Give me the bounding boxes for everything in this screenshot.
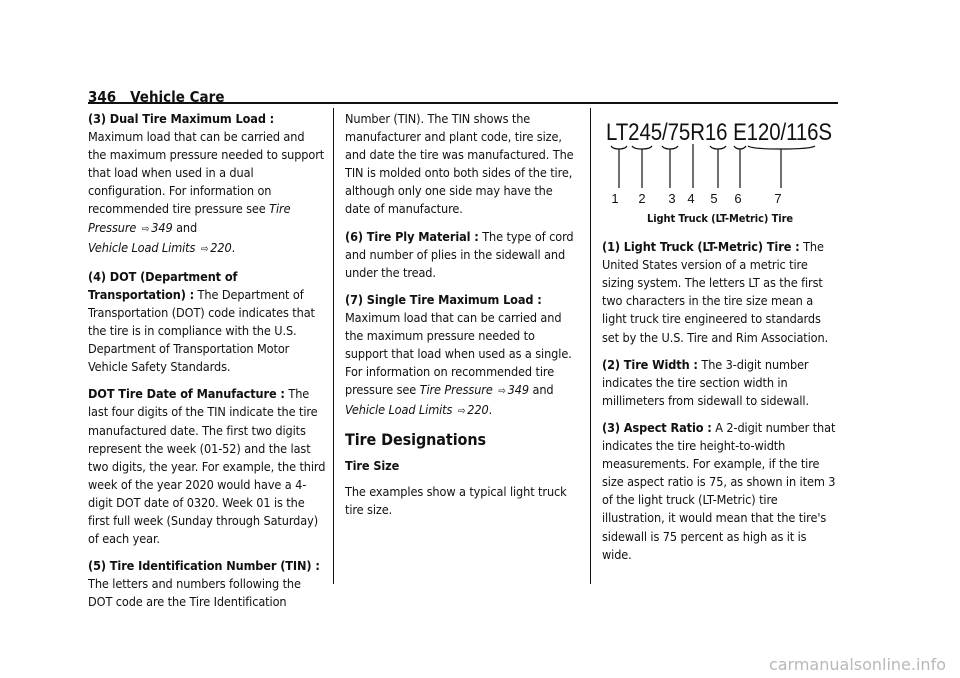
header-rule: [88, 102, 838, 104]
brace-2: [632, 146, 652, 149]
term: (7) Single Tire Maximum Load :: [345, 291, 542, 307]
page-number: 346: [88, 88, 117, 106]
page-ref-icon: ⇨: [457, 406, 466, 418]
link-tire-pressure[interactable]: Tire Pressure: [88, 201, 291, 235]
column-divider: [590, 108, 591, 584]
callout-1: 1: [611, 191, 619, 206]
term: (1) Light Truck (LT-Metric) Tire :: [602, 239, 800, 255]
term: DOT Tire Date of Manufacture :: [88, 386, 285, 402]
callout-3: 3: [668, 191, 676, 206]
callout-5: 5: [710, 191, 718, 206]
paragraph-tin-cont: Number (TIN). The TIN shows the manufacturer and plant code, tire size, and date the tire was manufactured. The TIN is molded onto both sides of the tire, although only one side may have the date of manufacture.: [345, 111, 574, 217]
section-heading: Tire Designations: [345, 429, 486, 449]
page-ref-icon: ⇨: [141, 223, 150, 235]
term: (6) Tire Ply Material :: [345, 228, 479, 244]
watermark: carmanualsonline.info: [768, 655, 946, 674]
column-3: [602, 110, 838, 573]
term: (4) DOT (Department of Transportation) :: [88, 268, 238, 302]
link-vehicle-load-limits[interactable]: Vehicle Load Limits: [345, 402, 453, 418]
term: (3) Dual Tire Maximum Load :: [88, 111, 275, 126]
brace-7: [748, 146, 815, 149]
bracket-lines: [611, 144, 815, 188]
term: (5) Tire Identification Number (TIN) :: [88, 558, 320, 574]
link-tire-pressure[interactable]: Tire Pressure: [419, 382, 493, 398]
paragraph-tin: (5) Tire Identification Number (TIN) : The letters and numbers following the DOT code are the Tire Identification: [88, 558, 320, 610]
figure-caption: Light Truck (LT-Metric) Tire: [647, 212, 793, 225]
link-vehicle-load-limits[interactable]: Vehicle Load Limits: [88, 239, 196, 255]
column-1: [88, 110, 326, 620]
term: (3) Aspect Ratio :: [602, 419, 712, 435]
page-ref[interactable]: 220: [467, 402, 489, 418]
callout-6: 6: [734, 191, 742, 206]
page-ref-icon: ⇨: [200, 243, 209, 255]
paragraph-single-tire-load: (7) Single Tire Maximum Load : Maximum load that can be carried and the maximum pressure needed to support that load when used as a single. For information on recommended tire pressure see Tire Pressure ⇨ 349 and Vehicle Load Limits ⇨ 220.: [345, 291, 572, 418]
column-2: [345, 110, 577, 528]
paragraph-dot: (4) DOT (Department of Transportation) : The Department of Transportation (DOT) code indicates that the tire is in compliance with the U.S. Department of Transportation Motor Vehicle Safety Standards.: [88, 268, 315, 375]
paragraph-aspect-ratio: (3) Aspect Ratio : A 2-digit number that indicates the tire height-to-width measurements. For example, if the tire size aspect ratio is 75, as shown in item 3 of the light truck (LT-Metric) tire illustration, it would mean that the tire's sidewall is 75 percent as high as it is wide.: [602, 419, 836, 562]
paragraph-tire-width: (2) Tire Width : The 3-digit number indicates the tire section width in millimeters from sidewall to sidewall.: [602, 356, 809, 408]
paragraph-dot-date: DOT Tire Date of Manufacture : The last four digits of the TIN indicate the tire manufactured date. The first two digits represent the week (01-52) and the last two digits, the year. For example, the third week of the year 2020 would have a 4-digit DOT date of 0320. Week 01 is the first full week (Sunday through Saturday) of each year.: [88, 386, 326, 547]
page-ref[interactable]: 349: [507, 382, 529, 398]
brace-3: [662, 146, 678, 149]
tire-size-code: LT245/75R16 E120/116S: [606, 119, 832, 146]
page-ref[interactable]: 349: [151, 219, 173, 235]
paragraph-lt-metric: (1) Light Truck (LT-Metric) Tire : The United States version of a metric tire sizing system. The letters LT as the first two characters in the tire size mean a light truck tire engineered to standards set by the U.S. Tire and Rim Association.: [602, 239, 829, 345]
subheading: Tire Size: [345, 457, 400, 473]
paragraph-ply-material: (6) Tire Ply Material : The type of cord and number of plies in the sidewall and under the tread.: [345, 228, 574, 280]
callout-2: 2: [638, 191, 646, 206]
column-divider: [333, 108, 334, 584]
tire-size-figure: [602, 110, 838, 206]
page-ref[interactable]: 220: [210, 239, 232, 255]
brace-5: [710, 146, 726, 149]
brace-1: [611, 146, 627, 149]
callout-4: 4: [687, 191, 695, 206]
tire-size-illustration: [602, 110, 838, 206]
brace-6: [734, 146, 746, 149]
paragraph-dual-tire-load: (3) Dual Tire Maximum Load : Maximum load that can be carried and the maximum pressure needed to support that load when used in a dual configuration. For information on recommended tire pressure see Tire Pressure ⇨ 349 and Vehicle Load Limits ⇨ 220.: [88, 111, 325, 255]
term: (2) Tire Width :: [602, 356, 698, 372]
section-title: Vehicle Care: [130, 88, 225, 106]
page-ref-icon: ⇨: [498, 386, 506, 398]
callout-7: 7: [774, 191, 782, 206]
paragraph-examples: The examples show a typical light truck tire size.: [345, 483, 567, 517]
